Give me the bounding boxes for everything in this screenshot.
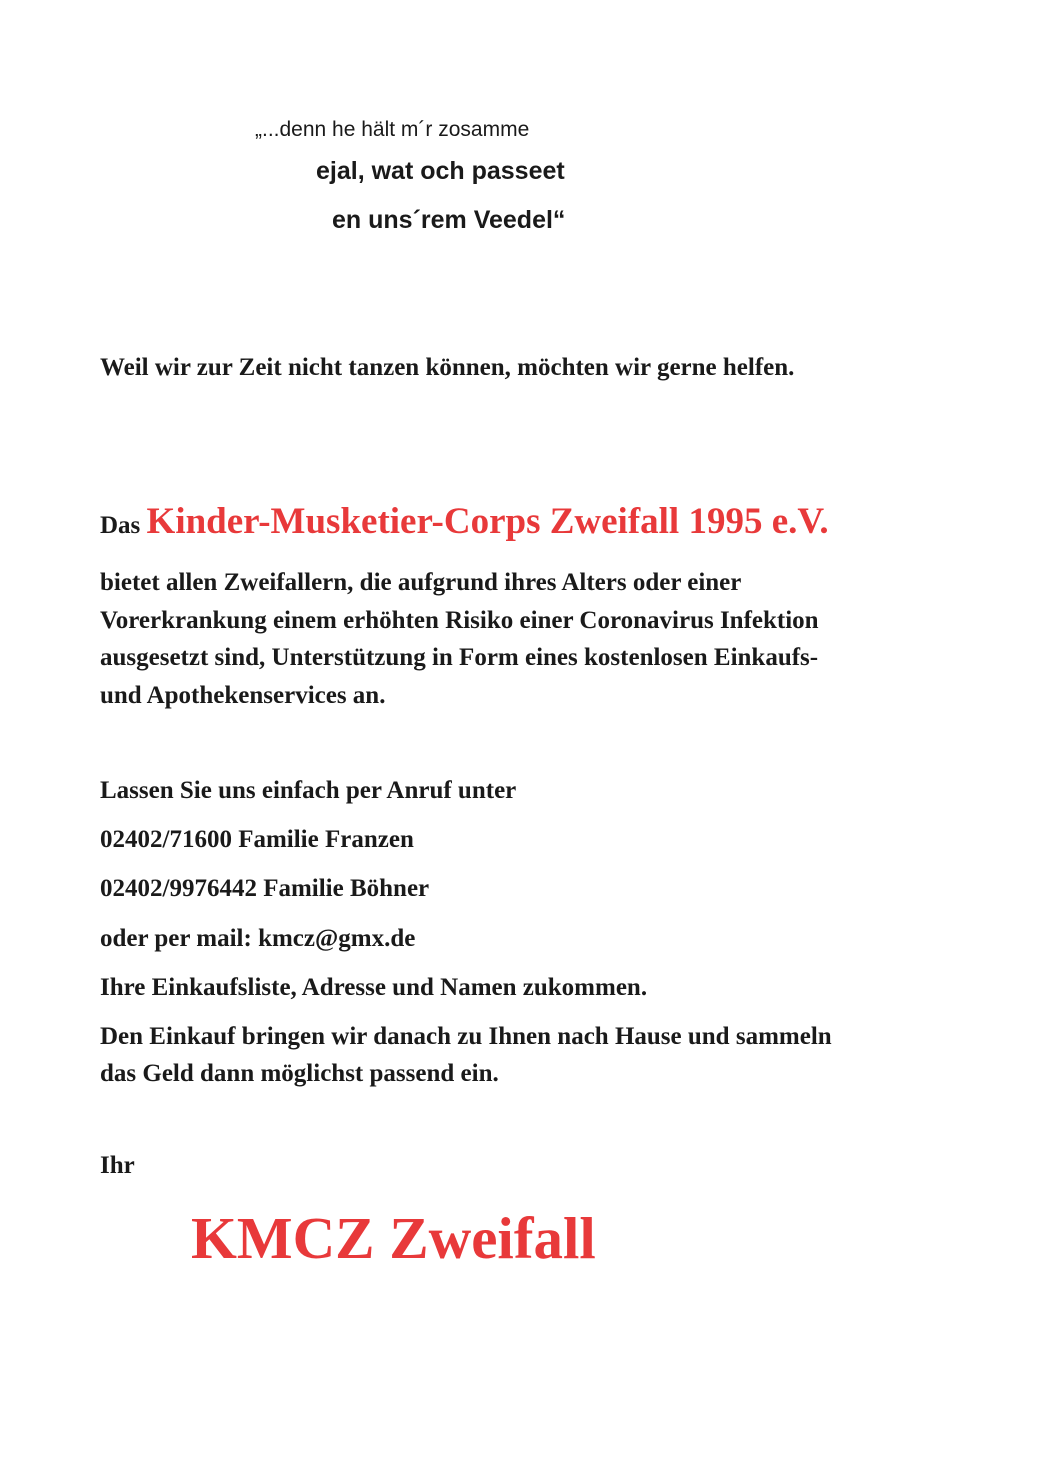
quote-line-1: „...denn he hält m´r zosamme xyxy=(255,118,530,141)
contact-intro: Lassen Sie uns einfach per Anruf unter xyxy=(100,777,517,804)
intro-sentence: Weil wir zur Zeit nicht tanzen können, möchten wir gerne helfen. xyxy=(100,354,795,381)
closing-word: Ihr xyxy=(100,1152,135,1179)
phone-franzen: 02402/71600 Familie Franzen xyxy=(100,826,414,853)
organization-prefix: Das xyxy=(100,512,141,539)
offer-line: bietet allen Zweifallern, die aufgrund ihres Alters oder einer xyxy=(100,569,742,596)
organization-line xyxy=(100,500,829,543)
delivery-paragraph xyxy=(100,1018,832,1092)
shopping-list-note: Ihre Einkaufsliste, Adresse und Namen zukommen. xyxy=(100,974,648,1001)
offer-line: Vorerkrankung einem erhöhten Risiko einer Coronavirus Infektion xyxy=(100,606,819,634)
delivery-line: das Geld dann möglichst passend ein. xyxy=(100,1060,499,1087)
offer-paragraph xyxy=(100,564,819,714)
offer-line: und Apothekenservices an. xyxy=(100,681,386,709)
organization-name: Kinder-Musketier-Corps Zweifall 1995 e.V. xyxy=(146,501,829,542)
signature: KMCZ Zweifall xyxy=(191,1205,596,1271)
delivery-line: Den Einkauf bringen wir danach zu Ihnen nach Hause und sammeln xyxy=(100,1023,832,1050)
quote-line-3: en uns´rem Veedel“ xyxy=(332,206,566,234)
quote-line-2: ejal, wat och passeet xyxy=(316,157,565,185)
offer-line: ausgesetzt sind, Unterstützung in Form eines kostenlosen Einkaufs- xyxy=(100,644,819,671)
contact-mail: oder per mail: kmcz@gmx.de xyxy=(100,925,416,952)
phone-boehner: 02402/9976442 Familie Böhner xyxy=(100,875,430,902)
